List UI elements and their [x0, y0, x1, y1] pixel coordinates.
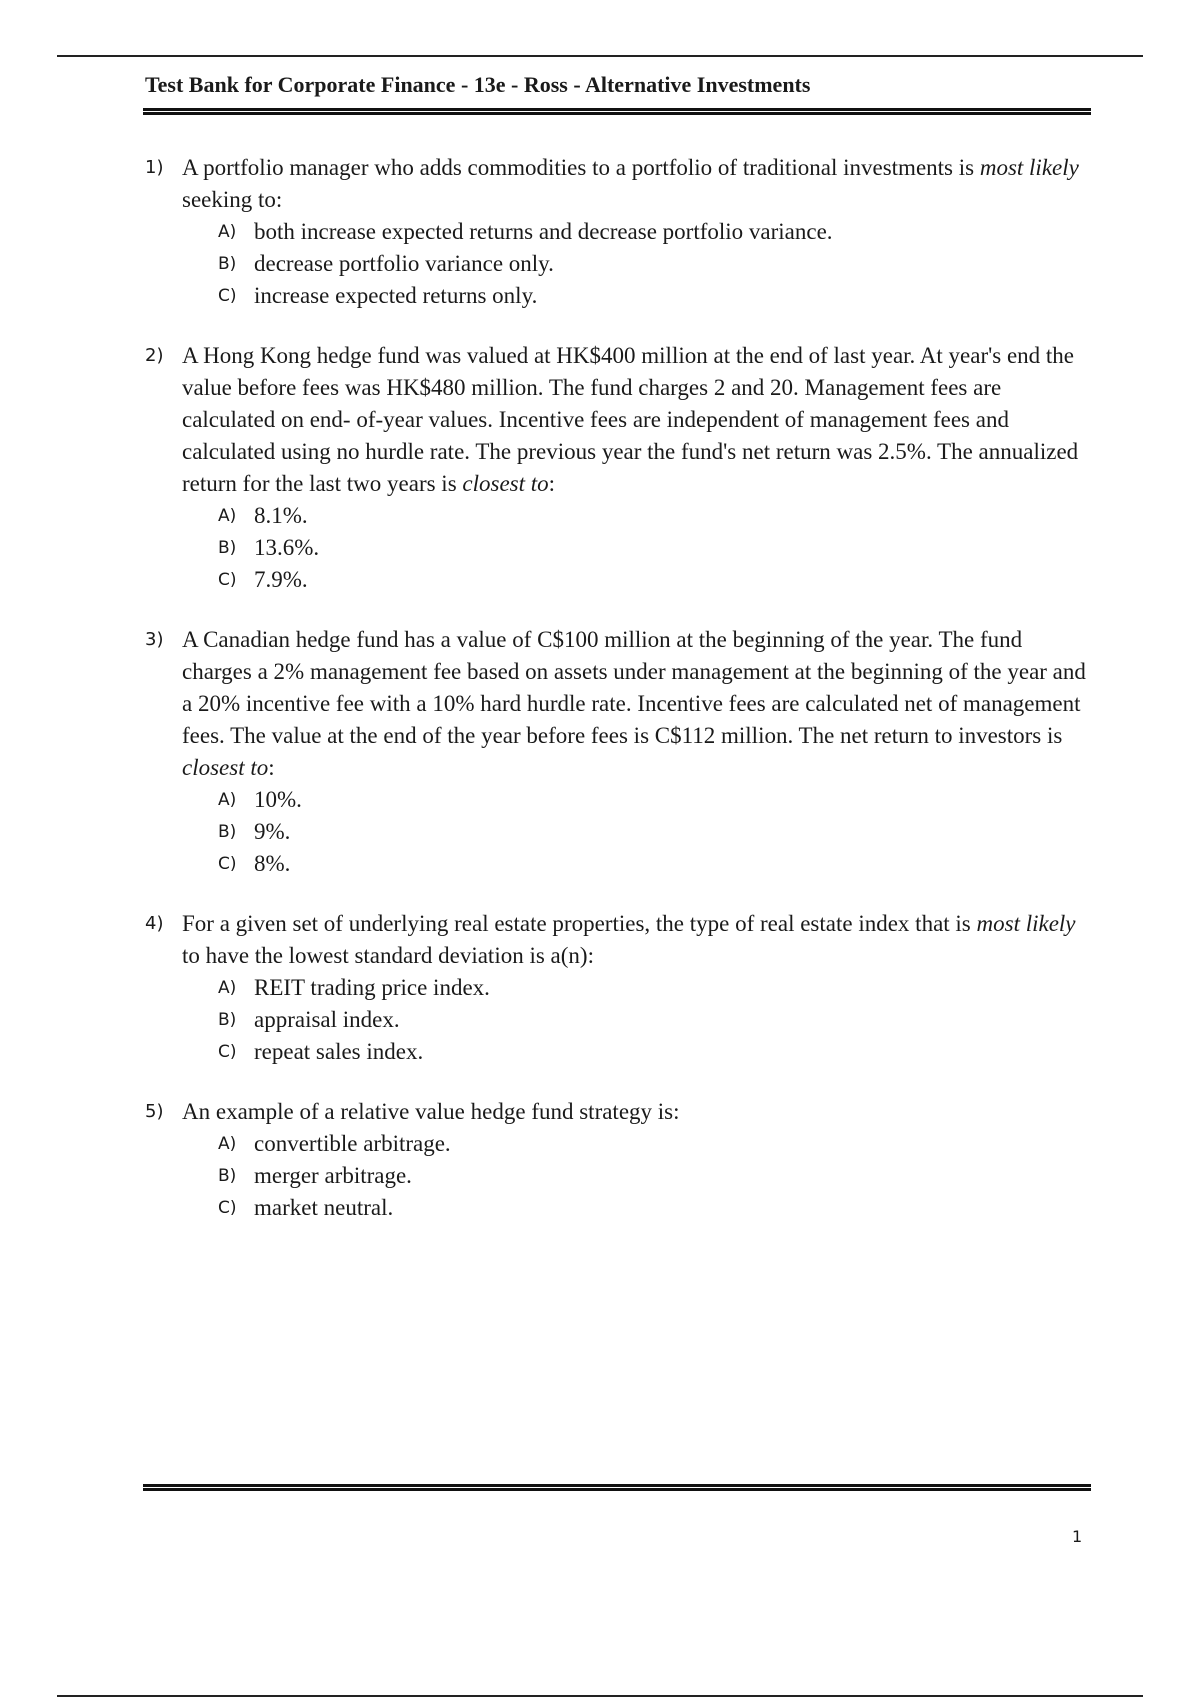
option-letter: C) [218, 854, 237, 874]
question-4 [145, 908, 1095, 1068]
answer-option-a [218, 216, 1095, 248]
answer-options [218, 784, 1095, 880]
question-text: A Hong Kong hedge fund was valued at HK$400 million at the end of last year. At year's end the value before fees was HK$480 million. The fund charges 2 and 20. Management fees are calculated on end- of-year values. Incentive fees are independent of management fees and calculated using no hurdle rate. The previous year the fund's net return was 2.5%. The annualized return for the last two years is closest to: [182, 343, 1079, 496]
answer-option-b [218, 532, 1095, 564]
question-stem [145, 1096, 1095, 1128]
option-letter: B) [218, 1010, 237, 1030]
option-letter: C) [218, 286, 237, 306]
option-letter: A) [218, 506, 237, 526]
option-text: 7.9%. [254, 567, 308, 592]
question-5 [145, 1096, 1095, 1224]
answer-option-c [218, 280, 1095, 312]
page-bottom-rule [57, 1695, 1143, 1697]
question-stem [145, 624, 1095, 784]
option-letter: A) [218, 978, 237, 998]
answer-option-a [218, 972, 1095, 1004]
answer-options [218, 500, 1095, 596]
question-stem [145, 340, 1095, 500]
answer-option-c [218, 1192, 1095, 1224]
option-letter: B) [218, 1166, 237, 1186]
header-double-rule [143, 108, 1091, 115]
option-letter: A) [218, 1134, 237, 1154]
question-stem [145, 152, 1095, 216]
question-number: 3) [145, 629, 164, 650]
question-3 [145, 624, 1095, 880]
question-1 [145, 152, 1095, 312]
option-text: convertible arbitrage. [254, 1131, 451, 1156]
answer-options [218, 972, 1095, 1068]
answer-option-a [218, 500, 1095, 532]
question-stem [145, 908, 1095, 972]
option-letter: B) [218, 254, 237, 274]
question-number: 2) [145, 345, 164, 366]
question-text: An example of a relative value hedge fund strategy is: [182, 1099, 680, 1124]
question-2 [145, 340, 1095, 596]
answer-option-c [218, 564, 1095, 596]
option-letter: A) [218, 222, 237, 242]
option-letter: B) [218, 822, 237, 842]
option-letter: C) [218, 1198, 237, 1218]
answer-option-b [218, 248, 1095, 280]
option-text: market neutral. [254, 1195, 394, 1220]
option-text: merger arbitrage. [254, 1163, 412, 1188]
answer-option-c [218, 848, 1095, 880]
answer-option-a [218, 784, 1095, 816]
option-text: appraisal index. [254, 1007, 400, 1032]
question-number: 1) [145, 157, 164, 178]
option-text: 9%. [254, 819, 291, 844]
answer-option-c [218, 1036, 1095, 1068]
answer-options [218, 216, 1095, 312]
page-top-rule [57, 55, 1143, 57]
question-number: 5) [145, 1101, 164, 1122]
page-number: 1 [1072, 1527, 1083, 1546]
option-text: decrease portfolio variance only. [254, 251, 554, 276]
footer-double-rule [143, 1484, 1091, 1491]
option-letter: C) [218, 1042, 237, 1062]
emphasis-text: most likely [976, 911, 1076, 936]
answer-options [218, 1128, 1095, 1224]
question-list [145, 152, 1095, 1252]
option-text: 13.6%. [254, 535, 320, 560]
option-text: both increase expected returns and decrease portfolio variance. [254, 219, 833, 244]
question-text: A portfolio manager who adds commodities to a portfolio of traditional investments is most likely seeking to: [182, 155, 1079, 212]
emphasis-text: closest to [182, 755, 269, 780]
page-title: Test Bank for Corporate Finance - 13e - Ross - Alternative Investments [145, 72, 811, 97]
answer-option-b [218, 1004, 1095, 1036]
option-text: REIT trading price index. [254, 975, 490, 1000]
option-text: 8%. [254, 851, 291, 876]
emphasis-text: closest to [462, 471, 549, 496]
question-text: A Canadian hedge fund has a value of C$100 million at the beginning of the year. The fund charges a 2% management fee based on assets under management at the beginning of the year and a 20% incentive fee with a 10% hard hurdle rate. Incentive fees are calculated net of management fees. The value at the end of the year before fees is C$112 million. The net return to investors is closest to: [182, 627, 1086, 780]
option-letter: B) [218, 538, 237, 558]
option-text: 10%. [254, 787, 302, 812]
question-number: 4) [145, 913, 164, 934]
answer-option-b [218, 816, 1095, 848]
emphasis-text: most likely [979, 155, 1079, 180]
answer-option-b [218, 1160, 1095, 1192]
option-text: repeat sales index. [254, 1039, 424, 1064]
option-text: 8.1%. [254, 503, 308, 528]
answer-option-a [218, 1128, 1095, 1160]
option-text: increase expected returns only. [254, 283, 538, 308]
question-text: For a given set of underlying real estate properties, the type of real estate index that is most likely to have the lowest standard deviation is a(n): [182, 911, 1076, 968]
option-letter: A) [218, 790, 237, 810]
option-letter: C) [218, 570, 237, 590]
